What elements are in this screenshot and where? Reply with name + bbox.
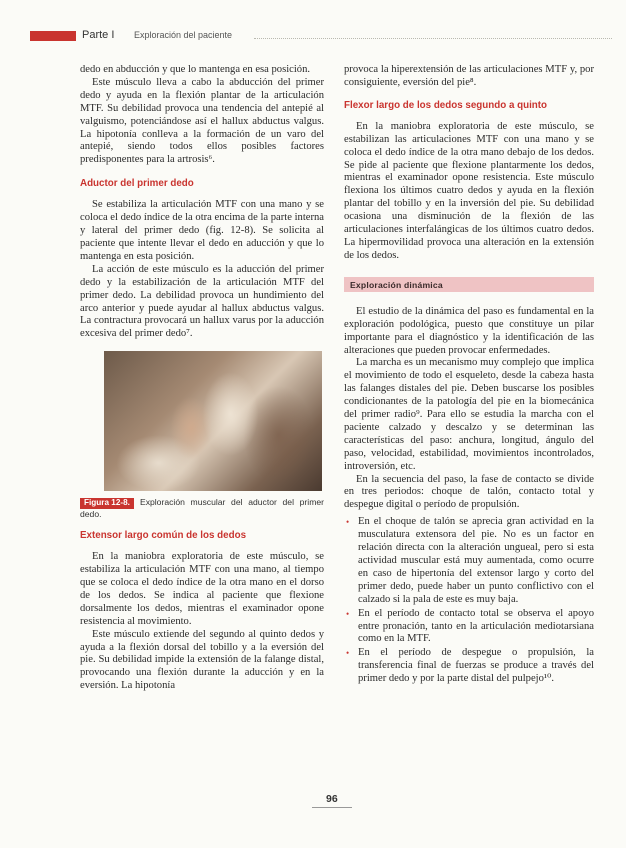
figure-photo: [104, 351, 322, 491]
figure-caption: [80, 497, 324, 519]
paragraph: La marcha es un mecanismo muy complejo que implica el movimiento de todo el esqueleto, desde la cabeza hasta las falanges distales del pie. Deben buscarse los posibles condicionantes de la patología del pie en la biomecánica del primer radio⁹. Para ello se estudia la marcha con el paciente calzado y descalzo y se determinan las características del paso: anchura, longitud, ángulo del paso, velocidad, estabilidad, movimientos incontrolados, introversión, etc.: [344, 357, 594, 472]
list-item: [344, 647, 594, 686]
paragraph: En la secuencia del paso, la fase de contacto se divide en tres periodos: choque de talón, contacto total y despegue digital o período de propulsión.: [344, 473, 594, 511]
section-bar: [344, 277, 594, 292]
paragraph: En la maniobra exploratoria de este músculo, se estabiliza la articulación MTF con una mano, al tiempo que se coloca el dedo índice de la otra mano en el dorso de los dedos. Se indica al paciente que flexione dorsalmente los dedos, mientras el examinador opone resistencia al movimiento.: [80, 551, 324, 627]
figure-12-8: [80, 351, 324, 519]
header-chapter: Exploración del paciente: [134, 30, 233, 40]
bullet-icon: •: [346, 648, 350, 659]
list-item: [344, 516, 594, 606]
paragraph: La acción de este músculo es la aducción del primer dedo y la estabilización de la articulación MTF del primer dedo. La debilidad provoca un hundimiento del arco anterior y puede ayudar al hallux abductus valgus. La contractura provocará un hallux varus por la aducción excesiva del primer dedo⁷.: [80, 263, 324, 340]
list-item-text: En el choque de talón se aprecia gran actividad en la musculatura extensora del pie. No es un factor en relación directa con la alteración ungueal, pero si esta actividad muscular está muy aumentada, como ocurre en caso de hipertonía del extensor largo y corto del primer dedo, puede haber un punto conflictivo con el calzado si la pala de este es muy baja.: [358, 516, 594, 605]
list-item: [344, 608, 594, 647]
figure-caption-text: Exploración muscular del aductor del primer dedo.: [80, 497, 324, 519]
paragraph: Se estabiliza la articulación MTF con una mano y se coloca el dedo índice de la otra encima de la parte interna y lateral del primer dedo (fig. 12-8). Se solicita al paciente que intente llevar el dedo en aducción y que lo mantenga en esta posición.: [80, 199, 324, 262]
paragraph: provoca la hiperextensión de las articulaciones MTF y, por consiguiente, eversión del pie⁸.: [344, 64, 594, 88]
header-rule: [254, 38, 612, 39]
paragraph: El estudio de la dinámica del paso es fundamental en la exploración podológica, puesto que constituye un pilar importante para el diagnóstico y la identificación de las alteraciones que pueden provocar enfermedades.: [344, 305, 594, 356]
paragraph: dedo en abducción y que lo mantenga en esa posición.: [80, 64, 311, 75]
bullet-icon: •: [346, 608, 350, 619]
paragraph: Este músculo lleva a cabo la abducción del primer dedo y ayuda en la flexión plantar de la articulación MTF. Su debilidad provoca una tendencia del antepié al valguismo, potenciándose así el hallux abductus valgus. La hipotonía conlleva a la formación de un varo del antepié, siendo todos ellos posibles factores predisponentes para la artrosis⁶.: [80, 76, 324, 166]
list-item-text: En el período de despegue o propulsión, la transferencia final de fuerzas se produce a través del primer dedo y por la parte distal del pulpejo¹⁰.: [358, 647, 594, 685]
paragraph: Este músculo extiende del segundo al quinto dedos y ayuda a la flexión dorsal del tobillo y a la eversión del pie. Su debilidad impide la extensión de la falange distal, provocando una flexión durante la aducción y en la eversión. La hipotonía: [80, 628, 324, 692]
bullet-list: [344, 516, 594, 686]
bullet-icon: •: [346, 517, 350, 528]
subheading: Extensor largo común de los dedos: [80, 530, 247, 542]
right-column: [344, 64, 594, 687]
paragraph: En la maniobra exploratoria de este músculo, se estabilizan las articulaciones MTF con una mano y se coloca el dedo índice de la otra mano debajo de los dedos. Se pide al paciente que flexione plantarmente los dedos, mientras el examinador opone resistencia. Este músculo flexiona los últimos cuatro dedos y ayuda en la flexión plantar del tobillo y en la inversión del pie. Su debilidad ocasiona una disminución de la flexión de las articulaciones interfalángicas de los últimos cuatro dedos. La hipermovilidad provoca una alteración en la extensión de los dedos.: [344, 120, 594, 261]
list-item-text: En el período de contacto total se observa el apoyo entre pronación, tanto en la articulación mediotarsiana como en la MTF.: [358, 607, 594, 645]
section-title: Exploración dinámica: [350, 279, 443, 290]
left-column: [80, 64, 324, 693]
header-color-tab: [30, 31, 76, 41]
subheading: Aductor del primer dedo: [80, 178, 194, 190]
page-number: 96: [326, 793, 338, 805]
header-part: Parte I: [82, 29, 115, 41]
figure-label: Figura 12-8.: [80, 498, 134, 509]
running-header: [22, 30, 612, 46]
subheading: Flexor largo de los dedos segundo a quinto: [344, 99, 548, 111]
